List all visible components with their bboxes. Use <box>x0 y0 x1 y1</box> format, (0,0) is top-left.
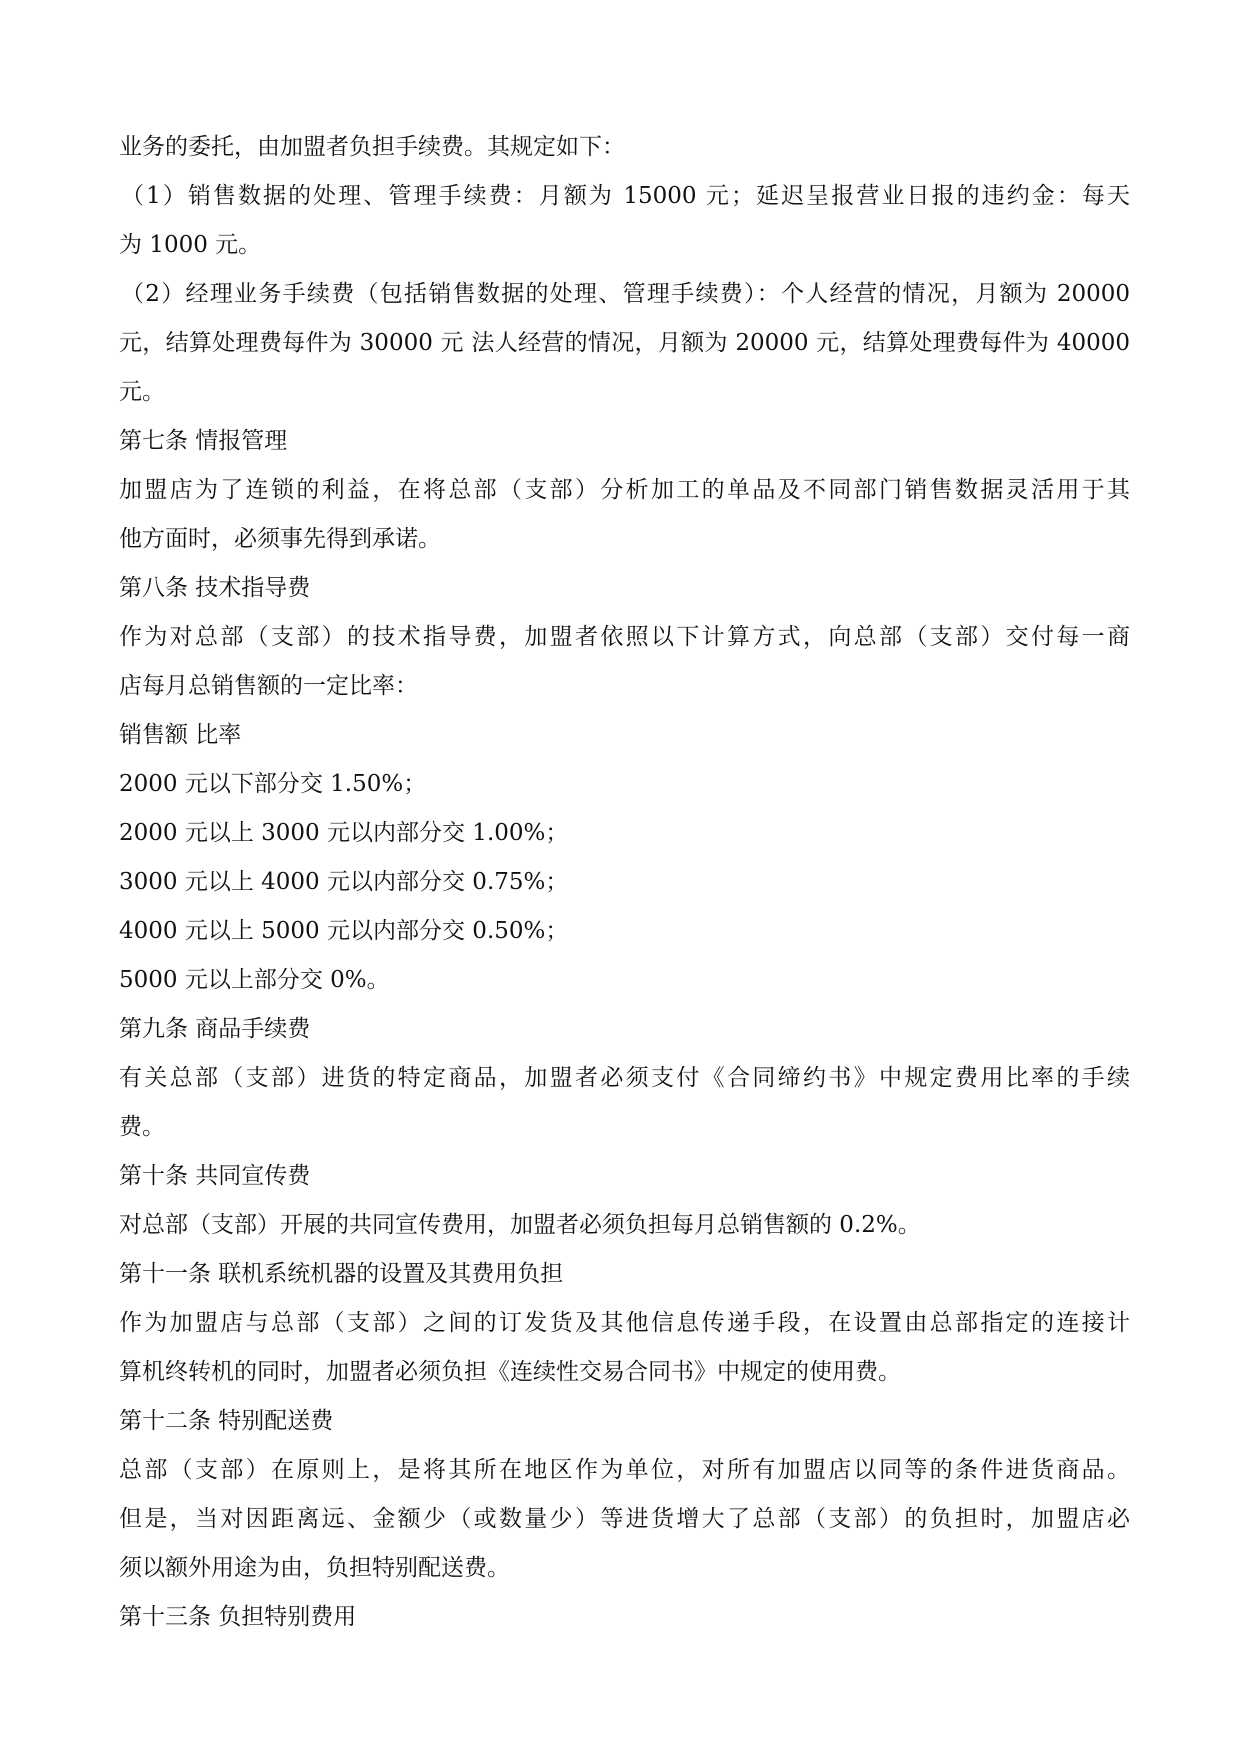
paragraph-line: 店每月总销售额的一定比率： <box>119 673 418 699</box>
paragraph-line: 元，结算处理费每件为 30000 元 法人经营的情况，月额为 20000 元，结算处理费每件为 40000 <box>119 330 1130 356</box>
section-heading: 第十一条 联机系统机器的设置及其费用负担 <box>119 1261 564 1287</box>
paragraph-line: 有关总部（支部）进货的特定商品，加盟者必须支付《合同缔约书》中规定费用比率的手续 <box>119 1065 1130 1091</box>
paragraph-line: 算机终转机的同时，加盟者必须负担《连续性交易合同书》中规定的使用费。 <box>119 1359 901 1385</box>
rate-table-row: 4000 元以上 5000 元以内部分交 0.50%； <box>119 918 569 944</box>
rate-table-row: 3000 元以上 4000 元以内部分交 0.75%； <box>119 869 569 895</box>
rate-table-row: 2000 元以下部分交 1.50%； <box>119 771 427 797</box>
rate-table-row: 5000 元以上部分交 0%。 <box>119 967 390 993</box>
paragraph-line: 对总部（支部）开展的共同宣传费用，加盟者必须负担每月总销售额的 0.2%。 <box>119 1212 921 1238</box>
rate-table-header: 销售额 比率 <box>119 722 242 748</box>
section-heading: 第七条 情报管理 <box>119 428 288 454</box>
paragraph-line: 他方面时，必须事先得到承诺。 <box>119 526 441 552</box>
paragraph-line: 作为加盟店与总部（支部）之间的订发货及其他信息传递手段，在设置由总部指定的连接计 <box>119 1310 1130 1336</box>
section-heading: 第十三条 负担特别费用 <box>119 1604 357 1630</box>
paragraph-line: （2）经理业务手续费（包括销售数据的处理、管理手续费）：个人经营的情况，月额为 20000 <box>121 281 1130 307</box>
section-heading: 第九条 商品手续费 <box>119 1016 311 1042</box>
document-body <box>119 123 1130 1642</box>
paragraph-line: 加盟店为了连锁的利益，在将总部（支部）分析加工的单品及不同部门销售数据灵活用于其 <box>119 477 1130 503</box>
paragraph-line: 作为对总部（支部）的技术指导费，加盟者依照以下计算方式，向总部（支部）交付每一商 <box>119 624 1130 650</box>
paragraph-line: 业务的委托，由加盟者负担手续费。其规定如下： <box>119 134 625 160</box>
paragraph-line: （1）销售数据的处理、管理手续费：月额为 15000 元；延迟呈报营业日报的违约金：每天 <box>121 183 1130 209</box>
paragraph-line: 费。 <box>119 1114 165 1140</box>
paragraph-line: 元。 <box>119 379 165 405</box>
section-heading: 第十条 共同宣传费 <box>119 1163 311 1189</box>
section-heading: 第十二条 特别配送费 <box>119 1408 334 1434</box>
paragraph-line: 须以额外用途为由，负担特别配送费。 <box>119 1555 510 1581</box>
rate-table-row: 2000 元以上 3000 元以内部分交 1.00%； <box>119 820 569 846</box>
paragraph-line: 但是，当对因距离远、金额少（或数量少）等进货增大了总部（支部）的负担时，加盟店必 <box>119 1506 1130 1532</box>
section-heading: 第八条 技术指导费 <box>119 575 311 601</box>
paragraph-line: 为 1000 元。 <box>119 232 262 258</box>
paragraph-line: 总部（支部）在原则上，是将其所在地区作为单位，对所有加盟店以同等的条件进货商品。 <box>119 1457 1130 1483</box>
